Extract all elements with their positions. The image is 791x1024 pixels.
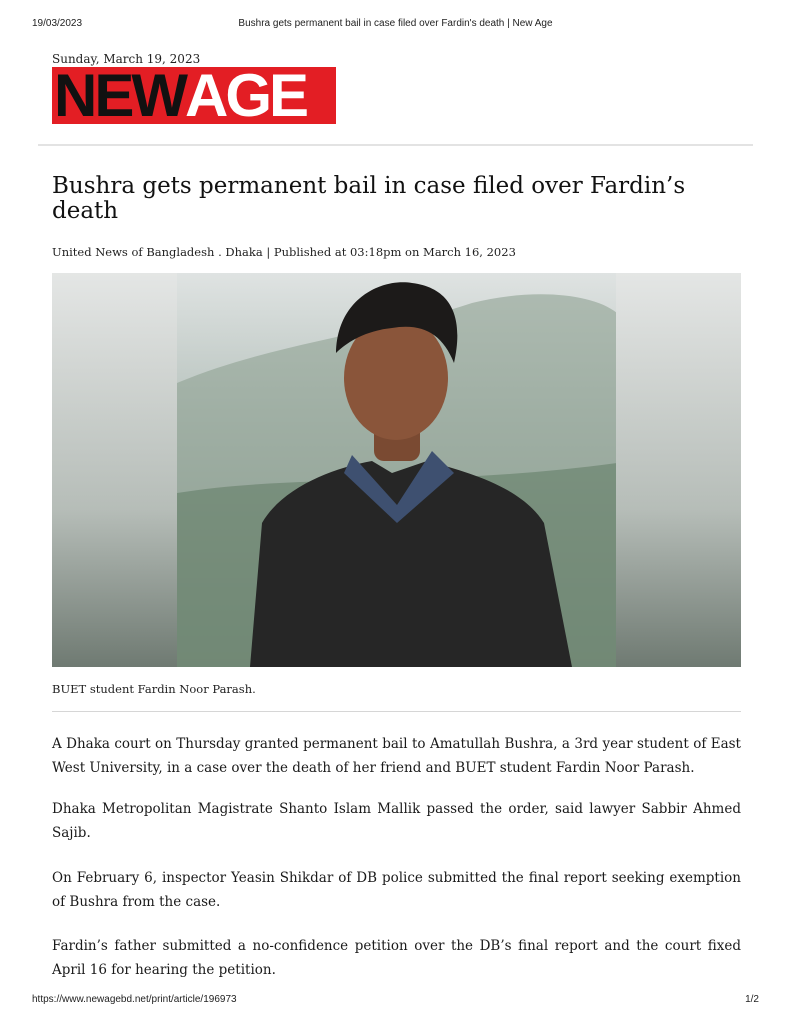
article-paragraph: Dhaka Metropolitan Magistrate Shanto Islam Mallik passed the order, said lawyer Sabbir Ahmed Sajib. [52,801,741,841]
logo-text-age: AGE [184,67,307,124]
masthead-date: Sunday, March 19, 2023 [52,52,201,66]
photo-illustration [52,273,741,667]
article-paragraph: Fardin’s father submitted a no-confidence petition over the DB’s final report and the court fixed April 16 for hearing the petition. [52,938,741,978]
article-paragraph: A Dhaka court on Thursday granted permanent bail to Amatullah Bushra, a 3rd year student of East West University, in a case over the death of her friend and BUET student Fardin Noor Parash. [52,736,741,776]
article-byline: United News of Bangladesh . Dhaka | Published at 03:18pm on March 16, 2023 [52,245,516,259]
print-footer [32,994,759,1008]
print-url: https://www.newagebd.net/print/article/196973 [32,994,237,1005]
header-divider [38,144,753,146]
newage-logo[interactable] [52,67,336,124]
logo-text-new: NEW [54,67,185,124]
caption-divider [52,711,741,712]
article-headline: Bushra gets permanent bail in case filed over Fardin’s death [52,173,686,224]
print-header [32,18,759,32]
page-number: 1/2 [745,994,759,1005]
article-paragraph: On February 6, inspector Yeasin Shikdar of DB police submitted the final report seeking exemption of Bushra from the case. [52,870,741,910]
print-page-title: Bushra gets permanent bail in case filed over Fardin's death | New Age [238,18,553,29]
print-date: 19/03/2023 [32,18,83,29]
photo-caption: BUET student Fardin Noor Parash. [52,682,256,696]
article-photo [52,273,741,667]
